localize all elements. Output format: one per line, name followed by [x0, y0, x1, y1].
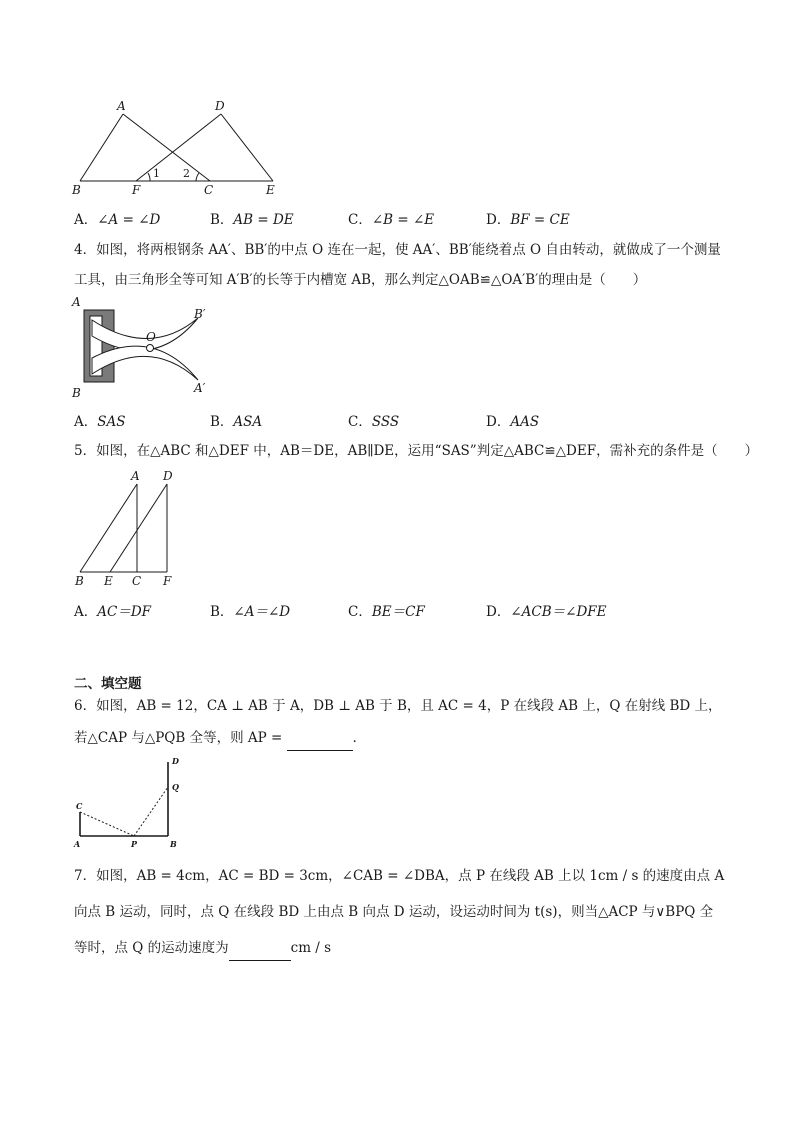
- q7-line3-prefix: 等时，点 Q 的运动速度为: [74, 940, 229, 956]
- option-key: D．: [486, 604, 511, 620]
- fig3-label-C: C: [204, 183, 214, 196]
- option-text: ASA: [233, 414, 263, 430]
- fig3-angle-1-arc: [148, 173, 150, 181]
- fig6-label-P: P: [131, 839, 138, 849]
- option-key: B．: [210, 414, 234, 430]
- option-text: AC＝DF: [97, 604, 152, 620]
- fig3-label-angle-2: 2: [183, 167, 190, 180]
- fig4-label-O: O: [146, 330, 156, 344]
- q3-option-a[interactable]: [74, 208, 160, 228]
- figure-q3: [70, 96, 285, 196]
- q7-answer-blank[interactable]: [229, 938, 291, 961]
- option-key: B．: [210, 604, 234, 620]
- fig4-label-B: B: [72, 386, 81, 400]
- option-key: C．: [348, 212, 372, 228]
- section-heading-fill-in: 二、填空题: [74, 676, 142, 692]
- fig4-label-B-prime: B′: [194, 307, 206, 321]
- q4-option-b[interactable]: [210, 410, 262, 430]
- fig3-label-angle-1: 1: [153, 167, 160, 180]
- q5-option-d[interactable]: [486, 600, 607, 620]
- option-key: A．: [74, 414, 98, 430]
- q3-option-c[interactable]: [348, 208, 434, 228]
- fig3-line-FD: [136, 114, 221, 181]
- q6-stem-line2: [74, 728, 366, 751]
- option-text: ∠A＝∠D: [233, 604, 291, 620]
- q3-option-b[interactable]: [210, 208, 294, 228]
- option-key: A．: [74, 604, 98, 620]
- fig6-line-PQ: [134, 787, 168, 836]
- option-text: ∠ACB＝∠DFE: [510, 604, 607, 620]
- fig3-label-B: B: [72, 183, 81, 196]
- q4-option-c[interactable]: [348, 410, 399, 430]
- q5-option-a[interactable]: [74, 600, 151, 620]
- fig5-label-F: F: [163, 574, 172, 588]
- q6-line2-prefix: 若△CAP 与△PQB 全等，则 AP =: [74, 730, 283, 746]
- fig3-label-D: D: [215, 99, 225, 113]
- option-key: A．: [74, 212, 98, 228]
- fig6-label-A: A: [74, 839, 81, 849]
- fig5-line-DE: [110, 484, 167, 572]
- option-text: AB = DE: [233, 212, 294, 228]
- q7-stem-line2: 向点 B 运动，同时，点 Q 在线段 BD 上由点 B 向点 D 运动，设运动时间为 t(s)，则当△ACP 与∨BPQ 全: [74, 904, 714, 920]
- fig6-label-D: D: [172, 756, 179, 766]
- q3-option-d[interactable]: [486, 208, 570, 228]
- option-key: C．: [348, 414, 372, 430]
- q6-answer-blank[interactable]: [287, 728, 353, 751]
- q5-stem: 5．如图，在△ABC 和△DEF 中，AB＝DE，AB∥DE，运用“SAS”判定△ABC≌△DEF，需补充的条件是（ ）: [74, 443, 759, 459]
- fig5-line-AB: [80, 484, 137, 572]
- option-key: D．: [486, 212, 511, 228]
- q4-stem-line1: 4．如图，将两根钢条 AA′、BB′的中点 O 连在一起，使 AA′、BB′能绕着点 O 自由转动，就做成了一个测量: [74, 242, 721, 258]
- fig5-label-C: C: [132, 574, 142, 588]
- fig4-label-A-prime: A′: [194, 381, 206, 395]
- fig5-label-E: E: [104, 574, 113, 588]
- fig5-label-D: D: [163, 470, 173, 483]
- q7-stem-line3: [74, 938, 331, 961]
- q5-option-b[interactable]: [210, 600, 290, 620]
- q4-option-a[interactable]: [74, 410, 126, 430]
- fig4-pivot-O: [147, 345, 154, 352]
- figure-q5: [70, 470, 185, 590]
- option-text: AAS: [510, 414, 540, 430]
- fig3-line-DE: [221, 114, 273, 181]
- fig3-angle-2-arc: [196, 173, 199, 181]
- figure-q6: [70, 754, 190, 854]
- q4-stem-line2: 工具，由三角形全等可知 A′B′的长等于内槽宽 AB，那么判定△OAB≌△OA′B′的理由是（ ）: [74, 272, 647, 288]
- fig3-label-A: A: [117, 99, 126, 113]
- q5-option-c[interactable]: [348, 600, 425, 620]
- figure-q4: [70, 296, 220, 401]
- fig6-line-CP: [80, 812, 134, 836]
- option-text: BF = CE: [510, 212, 570, 228]
- fig5-label-A: A: [131, 470, 140, 483]
- option-text: SAS: [97, 414, 126, 430]
- q6-line2-suffix: ．: [352, 730, 367, 746]
- option-text: ∠A = ∠D: [97, 212, 161, 228]
- option-key: C．: [348, 604, 372, 620]
- fig3-label-F: F: [132, 183, 141, 196]
- fig4-label-A: A: [72, 296, 81, 309]
- fig6-label-Q: Q: [172, 782, 179, 792]
- q6-stem-line1: 6．如图，AB = 12，CA ⊥ AB 于 A，DB ⊥ AB 于 B，且 AC = 4，P 在线段 AB 上，Q 在射线 BD 上，: [74, 698, 722, 714]
- q7-line3-suffix: cm / s: [290, 940, 332, 956]
- fig3-line-AB: [80, 114, 123, 181]
- option-text: BE＝CF: [371, 604, 425, 620]
- option-key: D．: [486, 414, 511, 430]
- option-text: SSS: [371, 414, 400, 430]
- q4-option-d[interactable]: [486, 410, 539, 430]
- option-key: B．: [210, 212, 234, 228]
- fig6-label-C: C: [76, 801, 83, 811]
- fig6-label-B: B: [170, 839, 177, 849]
- fig3-line-AC: [123, 114, 210, 181]
- fig5-label-B: B: [75, 574, 84, 588]
- q7-stem-line1: 7．如图，AB = 4cm，AC = BD = 3cm，∠CAB = ∠DBA，点 P 在线段 AB 上以 1cm / s 的速度由点 A: [74, 868, 725, 884]
- option-text: ∠B = ∠E: [371, 212, 435, 228]
- fig3-label-E: E: [266, 183, 275, 196]
